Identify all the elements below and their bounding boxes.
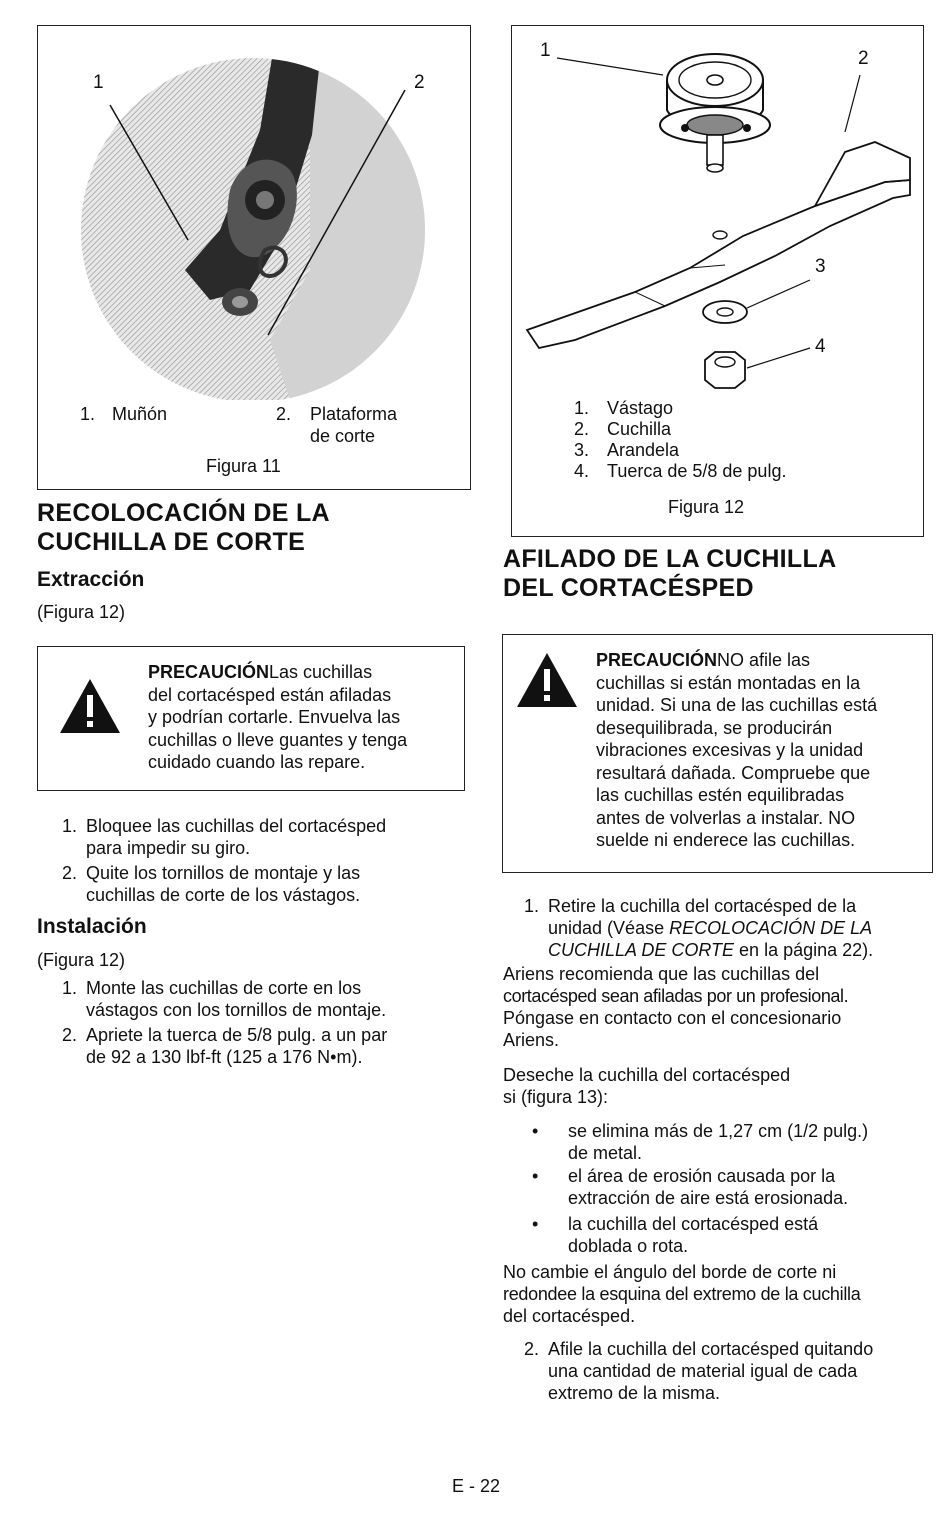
right-heading-line-2: DEL CORTACÉSPED <box>503 574 754 602</box>
sharpen-step-1-xref-a: RECOLOCACIÓN DE LA <box>669 918 873 938</box>
left-warning-label: PRECAUCIÓN <box>148 662 270 682</box>
figure-11-callout-1: 1 <box>93 72 104 93</box>
figure-12-callout-1: 1 <box>540 40 551 61</box>
para3-line-2: redondee la esquina del extremo de la cuchilla <box>503 1284 861 1304</box>
extraction-step-1-line-2: para impedir su giro. <box>86 838 251 858</box>
discard-bullet-2 <box>532 1165 932 1209</box>
figure-12-callout-3: 3 <box>815 256 826 277</box>
ariens-recommendation-paragraph <box>503 963 943 1051</box>
discard-bullet-2-text <box>568 1165 932 1209</box>
installation-step-2-num: 2. <box>62 1025 78 1045</box>
installation-title: Instalación <box>37 915 147 938</box>
installation-step-1-line-2: vástagos con los tornillos de montaje. <box>86 1000 387 1020</box>
figure-12-caption: Figura 12 <box>668 497 745 517</box>
installation-step-1-line-1: Monte las cuchillas de corte en los <box>86 978 362 998</box>
sharpen-step-1-line-1: Retire la cuchilla del cortacésped de la <box>548 896 857 916</box>
extraction-step-1-num: 1. <box>62 816 78 836</box>
right-heading-line-1: AFILADO DE LA CUCHILLA <box>503 545 837 573</box>
discard-bullet-3-text <box>568 1213 932 1257</box>
installation-step-2-line-1: Apriete la tuerca de 5/8 pulg. a un par <box>86 1025 388 1045</box>
installation-step-2 <box>62 1024 462 1068</box>
figure-12-legend-3-num: 3. <box>574 440 590 460</box>
para1-line-4: Ariens. <box>503 1030 560 1050</box>
discard-bullet-1-text <box>568 1120 932 1164</box>
right-warning-line-6: resultará dañada. Compruebe que <box>596 762 871 783</box>
left-warning-line-1-text: Las cuchillas <box>269 662 373 682</box>
left-warning-box <box>37 646 465 791</box>
left-warning-line-2: del cortacésped están afiladas <box>148 684 392 705</box>
discard-paragraph <box>503 1064 943 1108</box>
para3-line-3: del cortacésped. <box>503 1306 636 1326</box>
sharpen-step-2-num: 2. <box>524 1339 540 1359</box>
para1-line-1: Ariens recomienda que las cuchillas del <box>503 964 820 984</box>
page-number: E - 22 <box>452 1476 501 1496</box>
right-warning-line-1 <box>596 649 926 672</box>
left-warning-text <box>148 661 458 774</box>
discard-bullet-1-line-1: se elimina más de 1,27 cm (1/2 pulg.) <box>568 1121 869 1141</box>
extraction-step-1 <box>62 815 462 859</box>
extraction-step-2-line-1: Quite los tornillos de montaje y las <box>86 863 361 883</box>
sharpen-step-2-line-2: una cantidad de material igual de cada <box>548 1361 858 1381</box>
right-warning-box <box>502 634 933 873</box>
figure-12-legend-2-num: 2. <box>574 419 590 439</box>
figure-12-legend-1-num: 1. <box>574 398 590 418</box>
sharpen-step-1-xref-b: CUCHILLA DE CORTE <box>548 940 735 960</box>
para3-line-1: No cambie el ángulo del borde de corte ni <box>503 1262 837 1282</box>
bullet-dot: • <box>532 1121 539 1141</box>
angle-paragraph <box>503 1261 943 1327</box>
figure-11-photo <box>60 40 460 400</box>
left-warning-line-3: y podrían cortarle. Envuelva las <box>148 707 401 727</box>
sharpen-step-1-line-3 <box>548 939 944 961</box>
left-warning-line-1 <box>148 661 458 684</box>
sharpen-step-2-text <box>548 1338 944 1404</box>
figure-11-caption: Figura 11 <box>206 456 281 476</box>
para2-line-2: si (figura 13): <box>503 1087 609 1107</box>
right-warning-text <box>596 649 926 852</box>
extraction-step-1-line-1: Bloquee las cuchillas del cortacésped <box>86 816 387 836</box>
extraction-step-2-num: 2. <box>62 863 78 883</box>
figure-11-callout-2: 2 <box>414 72 425 93</box>
warning-triangle-icon <box>58 677 122 735</box>
left-heading-line-2: CUCHILLA DE CORTE <box>37 528 306 556</box>
left-heading-line-1: RECOLOCACIÓN DE LA <box>37 499 330 527</box>
discard-bullet-1 <box>532 1120 932 1164</box>
right-warning-line-3: unidad. Si una de las cuchillas está <box>596 695 878 715</box>
figure-11-legend-1-num: 1. <box>80 404 96 424</box>
installation-step-1 <box>62 977 462 1021</box>
installation-figure-ref: (Figura 12) <box>37 950 126 970</box>
para1-line-2: cortacésped sean afiladas por un profesional. <box>503 986 849 1006</box>
right-warning-line-2: cuchillas si están montadas en la <box>596 672 861 693</box>
discard-bullet-3-line-2: doblada o rota. <box>568 1236 689 1256</box>
extraction-step-1-text <box>86 815 462 859</box>
bullet-dot: • <box>532 1166 539 1186</box>
sharpen-step-1-line-2-a: unidad (Véase <box>548 918 670 938</box>
installation-step-1-num: 1. <box>62 978 78 998</box>
figure-11-legend-1-text: Muñón <box>112 404 168 424</box>
extraction-title: Extracción <box>37 568 145 591</box>
figure-12-legend-3-text: Arandela <box>607 440 680 460</box>
discard-bullet-2-line-2: extracción de aire está erosionada. <box>568 1188 849 1208</box>
figure-12-drawing <box>515 30 920 400</box>
extraction-figure-ref: (Figura 12) <box>37 602 126 622</box>
figure-12-legend-4-num: 4. <box>574 461 590 481</box>
right-warning-line-9: suelde ni enderece las cuchillas. <box>596 830 856 850</box>
para1-line-3: Póngase en contacto con el concesionario <box>503 1008 842 1028</box>
figure-12-callout-4: 4 <box>815 336 826 357</box>
para2-line-1: Deseche la cuchilla del cortacésped <box>503 1065 791 1085</box>
sharpen-step-2 <box>524 1338 944 1404</box>
bullet-dot: • <box>532 1214 539 1234</box>
right-warning-line-7: las cuchillas estén equilibradas <box>596 785 845 805</box>
left-warning-line-4: cuchillas o lleve guantes y tenga <box>148 729 408 750</box>
discard-bullet-2-line-1: el área de erosión causada por la <box>568 1166 836 1186</box>
figure-11-legend-2-num: 2. <box>276 404 292 424</box>
figure-12-legend-1-text: Vástago <box>607 398 674 418</box>
extraction-step-2 <box>62 862 462 906</box>
discard-bullet-1-line-2: de metal. <box>568 1143 643 1163</box>
figure-12-callout-2: 2 <box>858 48 869 69</box>
right-warning-line-5: vibraciones excesivas y la unidad <box>596 740 864 760</box>
extraction-step-2-text <box>86 862 462 906</box>
figure-11-legend-2-text-a: Plataforma <box>310 404 398 424</box>
sharpen-step-1-text <box>548 895 944 961</box>
right-warning-label: PRECAUCIÓN <box>596 650 718 670</box>
sharpen-step-1-line-3-b: en la página 22). <box>734 940 874 960</box>
installation-step-2-text <box>86 1024 462 1068</box>
sharpen-step-2-line-1: Afile la cuchilla del cortacésped quitando <box>548 1339 874 1359</box>
left-warning-line-5: cuidado cuando las repare. <box>148 752 366 772</box>
figure-12-legend-2-text: Cuchilla <box>607 419 672 439</box>
discard-bullet-3 <box>532 1213 932 1257</box>
figure-12-legend-4-text: Tuerca de 5/8 de pulg. <box>607 461 787 481</box>
extraction-step-2-line-2: cuchillas de corte de los vástagos. <box>86 885 361 905</box>
right-warning-line-4: desequilibrada, se producirán <box>596 717 833 738</box>
right-warning-line-8: antes de volverlas a instalar. NO <box>596 807 856 828</box>
installation-step-1-text <box>86 977 462 1021</box>
warning-triangle-icon <box>515 651 579 709</box>
sharpen-step-1-num: 1. <box>524 896 540 916</box>
discard-bullet-3-line-1: la cuchilla del cortacésped está <box>568 1214 819 1234</box>
sharpen-step-1 <box>524 895 944 961</box>
sharpen-step-2-line-3: extremo de la misma. <box>548 1383 721 1403</box>
sharpen-step-1-line-2 <box>548 917 944 939</box>
figure-11-legend-2-text-b: de corte <box>310 426 376 446</box>
right-warning-line-1-text: NO afile las <box>717 650 811 670</box>
installation-step-2-line-2: de 92 a 130 lbf-ft (125 a 176 N•m). <box>86 1047 363 1067</box>
